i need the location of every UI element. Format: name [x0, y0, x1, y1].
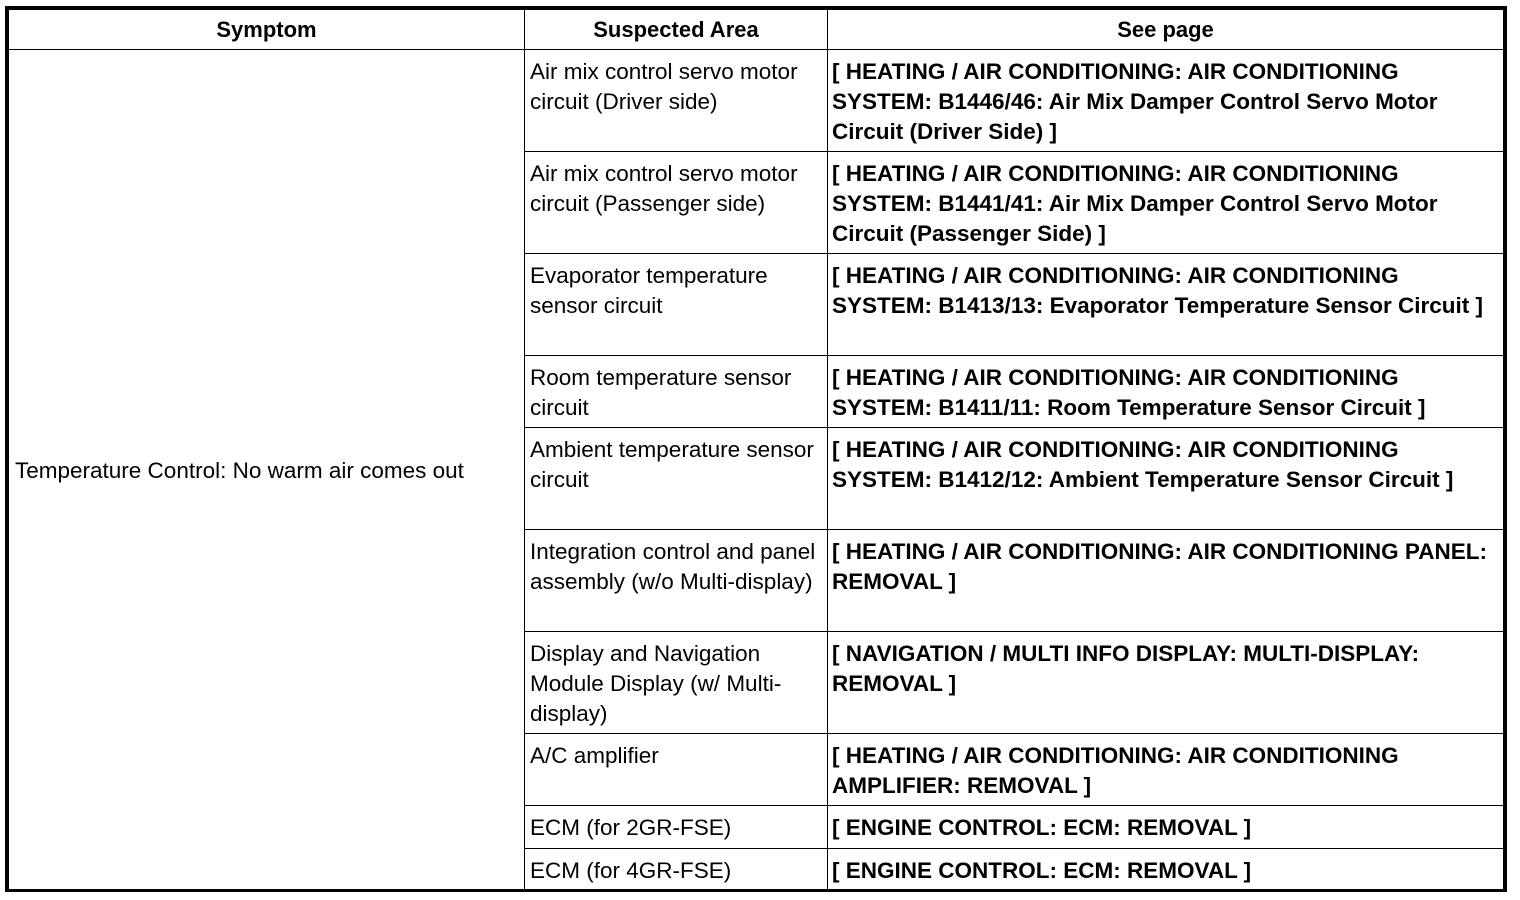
suspected-area-cell: Evaporator temperature sensor circuit	[525, 254, 828, 356]
suspected-area-cell: ECM (for 2GR-FSE)	[525, 806, 828, 849]
see-page-link[interactable]: [ ENGINE CONTROL: ECM: REMOVAL ]	[828, 806, 1504, 849]
troubleshooting-table-frame	[5, 6, 1507, 892]
suspected-area-column-header: Suspected Area	[525, 10, 828, 50]
header-row	[9, 10, 1504, 50]
suspected-area-cell: Air mix control servo motor circuit (Driver side)	[525, 50, 828, 152]
suspected-area-cell: Ambient temperature sensor circuit	[525, 428, 828, 530]
see-page-link[interactable]: [ HEATING / AIR CONDITIONING: AIR CONDITIONING SYSTEM: B1412/12: Ambient Temperature Sensor Circuit ]	[828, 428, 1504, 530]
suspected-area-cell: A/C amplifier	[525, 734, 828, 806]
symptom-cell: Temperature Control: No warm air comes out	[9, 50, 525, 892]
see-page-link[interactable]: [ HEATING / AIR CONDITIONING: AIR CONDITIONING PANEL: REMOVAL ]	[828, 530, 1504, 632]
table-row	[9, 50, 1504, 152]
see-page-link[interactable]: [ NAVIGATION / MULTI INFO DISPLAY: MULTI-DISPLAY: REMOVAL ]	[828, 632, 1504, 734]
suspected-area-cell: Display and Navigation Module Display (w/ Multi-display)	[525, 632, 828, 734]
see-page-link[interactable]: [ HEATING / AIR CONDITIONING: AIR CONDITIONING SYSTEM: B1446/46: Air Mix Damper Control Servo Motor Circuit (Driver Side) ]	[828, 50, 1504, 152]
suspected-area-cell: Room temperature sensor circuit	[525, 356, 828, 428]
see-page-column-header: See page	[828, 10, 1504, 50]
see-page-link[interactable]: [ ENGINE CONTROL: ECM: REMOVAL ]	[828, 849, 1504, 892]
troubleshooting-table	[8, 9, 1504, 892]
suspected-area-cell: Integration control and panel assembly (w/o Multi-display)	[525, 530, 828, 632]
see-page-link[interactable]: [ HEATING / AIR CONDITIONING: AIR CONDITIONING SYSTEM: B1411/11: Room Temperature Sensor Circuit ]	[828, 356, 1504, 428]
see-page-link[interactable]: [ HEATING / AIR CONDITIONING: AIR CONDITIONING AMPLIFIER: REMOVAL ]	[828, 734, 1504, 806]
suspected-area-cell: Air mix control servo motor circuit (Passenger side)	[525, 152, 828, 254]
suspected-area-cell: ECM (for 4GR-FSE)	[525, 849, 828, 892]
see-page-link[interactable]: [ HEATING / AIR CONDITIONING: AIR CONDITIONING SYSTEM: B1413/13: Evaporator Temperature Sensor Circuit ]	[828, 254, 1504, 356]
symptom-column-header: Symptom	[9, 10, 525, 50]
see-page-link[interactable]: [ HEATING / AIR CONDITIONING: AIR CONDITIONING SYSTEM: B1441/41: Air Mix Damper Control Servo Motor Circuit (Passenger Side) ]	[828, 152, 1504, 254]
